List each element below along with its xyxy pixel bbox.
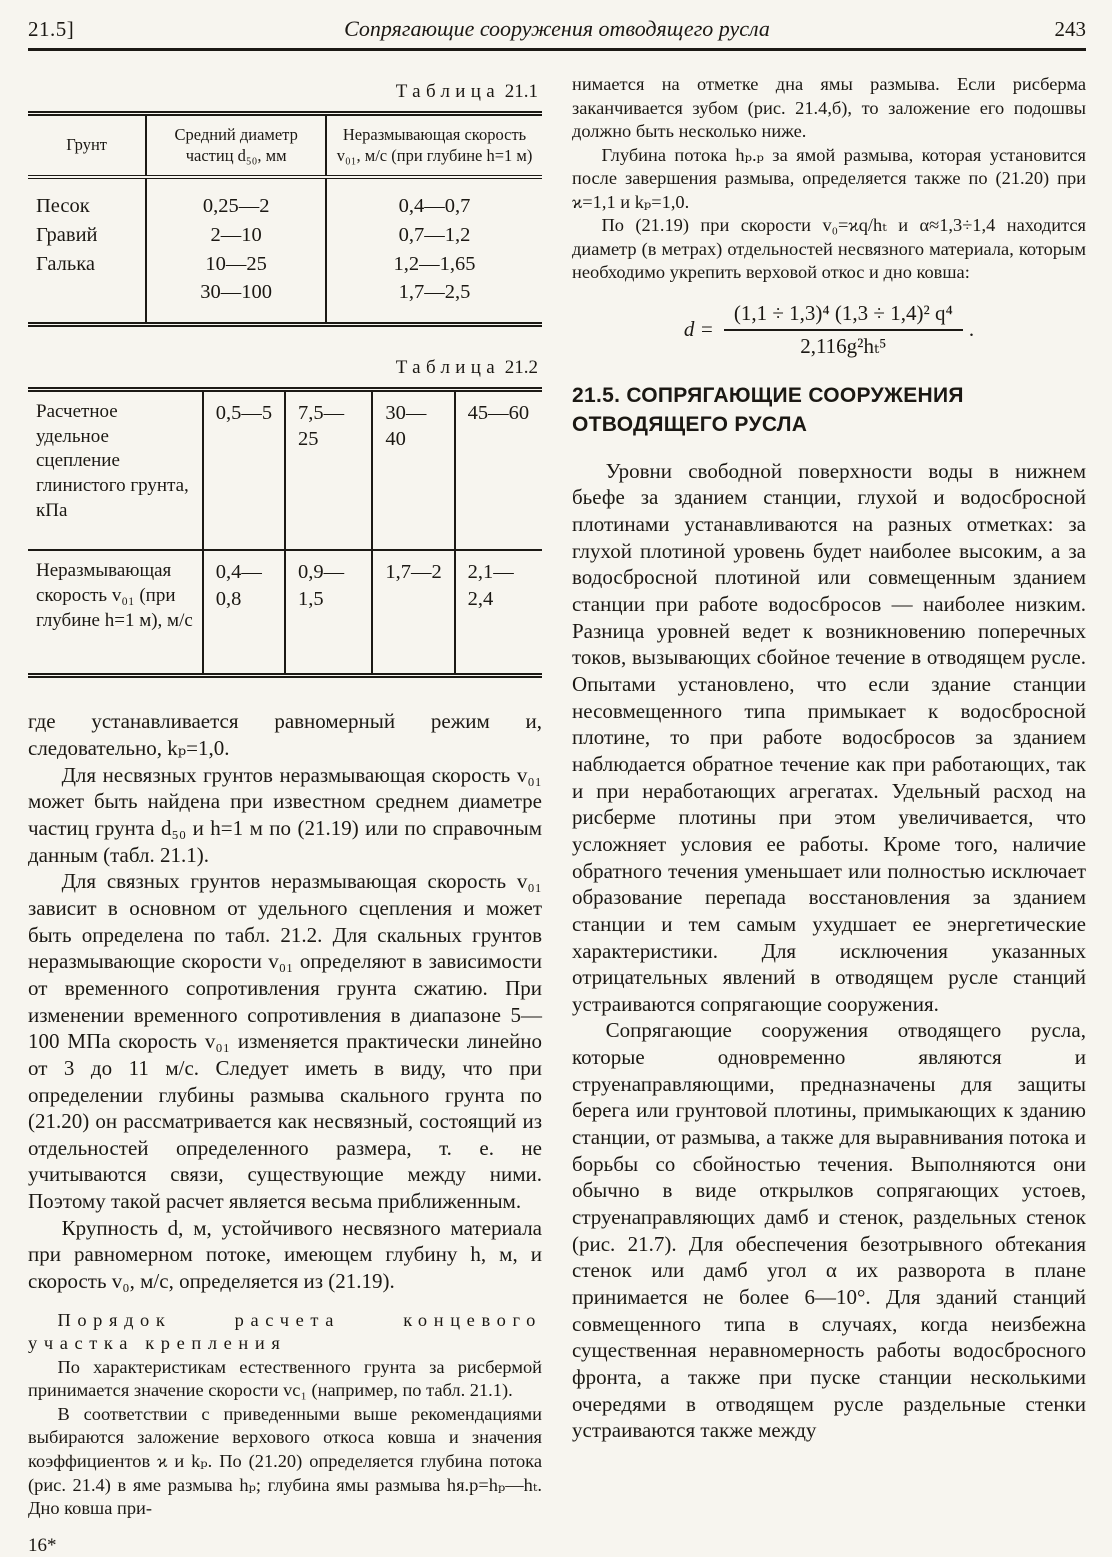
table-cell: Галька	[28, 250, 146, 279]
small-print-paragraph: По характеристикам естественного грунта за рисбермой принимается значение скорости vс₁ (например, по табл. 21.1).	[28, 1356, 542, 1401]
table-row	[28, 278, 542, 324]
left-column	[28, 73, 542, 1557]
table-caption-number: 21.2	[504, 356, 538, 378]
equation-lhs: d =	[683, 317, 714, 342]
table-cell: 0,5—5	[203, 389, 285, 550]
table-21-1	[28, 111, 542, 327]
table-cell: 1,7—2	[372, 550, 454, 676]
equation-numerator: (1,1 ÷ 1,3)⁴ (1,3 ÷ 1,4)² q⁴	[724, 301, 963, 331]
table-caption-word: Таблица	[395, 81, 500, 102]
two-column-layout	[28, 73, 1086, 1557]
table-cell: 0,4—0,8	[203, 550, 285, 676]
small-print-heading: Порядок расчета концевого участка крепления	[28, 1309, 542, 1354]
table-21-2-caption	[28, 357, 538, 379]
table-cell: 30—40	[372, 389, 454, 550]
table-cell: 1,2—1,65	[393, 252, 476, 275]
table-cell: 2,1—2,4	[467, 561, 514, 610]
equation-denominator: 2,116g²hₜ⁵	[800, 333, 887, 358]
body-paragraph: Для связных грунтов неразмывающая скорость v₀₁ зависит в основном от удельного сцепления и может быть определена по табл. 21.2. Для скальных грунтов неразмывающие скорости v₀₁ определяют в зависимости от временного сопротивления грунта сжатию. При изменении временного сопротивления в диапазоне 5—100 МПа скорость v₀₁ изменяется практически линейно от 3 до 11 м/с. Следует иметь в виду, что при определении глубины размыва скального грунта по (21.20) он рассматривается как несвязный, состоящий из отдельностей определенного размера, т. е. не учитываются связи, существующие между ними. Поэтому такой расчет является весьма приближенным.	[28, 869, 542, 1214]
column-header-velocity: Неразмывающая скорость v₀₁, м/с (при глубине h=1 м)	[326, 114, 542, 178]
table-cell: Гравий	[28, 221, 146, 250]
header-rule	[28, 48, 1086, 51]
body-paragraph: Крупность d, м, устойчивого несвязного материала при равномерном потоке, имеющем глубину h, м, и скорость v₀, м/с, определяется из (21.19).	[28, 1215, 542, 1294]
small-print-paragraph: нимается на отметке дна ямы размыва. Если рисберма заканчивается зубом (рис. 21.4,б), то заложение его подошвы должно быть несколько ниже.	[572, 74, 1086, 142]
table-row	[28, 221, 542, 250]
table-cell	[28, 278, 146, 324]
table-cell: 30—100	[146, 278, 326, 324]
equation-diameter	[572, 301, 1086, 359]
table-cell: 0,7—1,2	[398, 223, 471, 246]
table-row	[28, 177, 542, 221]
table-row	[28, 250, 542, 279]
page-number: 243	[1054, 17, 1086, 41]
row-label: Расчетное удельное сцепление глинистого грунта, кПа	[28, 389, 203, 550]
table-cell: 0,25—2	[146, 177, 326, 221]
section-marker: 21.5]	[28, 17, 75, 41]
table-cell: 1,7—2,5	[398, 281, 471, 304]
row-label: Неразмывающая скорость v₀₁ (при глубине h=1 м), м/с	[28, 550, 203, 676]
table-header-row	[28, 114, 542, 178]
table-cell: 45—60	[455, 389, 542, 550]
equation-period: .	[968, 317, 975, 342]
body-paragraph: где устанавливается равномерный режим и, следовательно, kₚ=1,0.	[28, 709, 542, 760]
body-paragraph: Уровни свободной поверхности воды в нижнем бьефе за зданием станции, глухой и водосбросной плотинами устанавливаются на разных отметках: за глухой плотиной уровень будет наиболее высоким, а за водосбросной плотиной или совмещенным зданием станции при работе водосбросов — наиболее низким. Разница уровней ведет к возникновению поперечных токов, вызывающих сбойное течение в отводящем русле. Опытами установлено, что если здание станции несовмещенного типа примыкает к водосбросной плотине, то при работе водосбросов за зданием наблюдается обратное течение как при работающих, так и при неработающих агрегатах. Удельный расход на рисберме плотины при этом увеличивается, что усложняет условия ее работы. Кроме того, наличие обратного течения уменьшает или полностью исключает образование перепада восстановления за зданием станции и тем самым ухудшает ее энергетические характеристики. Для исключения указанных отрицательных явлений в отводящем русле станций устраиваются сопрягающие сооружения.	[572, 458, 1086, 1016]
signature-mark: 16*	[28, 1534, 57, 1556]
column-header-diameter: Средний диаметр частиц d₅₀, мм	[146, 114, 326, 178]
small-print-paragraph: Глубина потока hₚ.ₚ за ямой размыва, которая установится после завершения размыва, определяется также по (21.20) при ϰ=1,1 и kₚ=1,0.	[572, 144, 1086, 212]
right-column	[572, 73, 1086, 1557]
small-print-paragraph: По (21.19) при скорости v₀=ϰq/hₜ и α≈1,3÷1,4 находится диаметр (в метрах) отдельностей несвязного материала, которым необходимо укрепить верховой откос и дно ковша:	[572, 215, 1086, 283]
table-cell: 10—25	[146, 250, 326, 279]
table-row	[28, 389, 542, 550]
small-print-paragraph: В соответствии с приведенными выше рекомендациями выбираются заложение верхового откоса ковша и значения коэффициентов ϰ и kₚ. По (21.20) определяется глубина потока (рис. 21.4) в яме размыва hₚ; глубина ямы размыва hя.р=hₚ—hₜ. Дно ковша при-	[28, 1403, 542, 1519]
table-cell: Песок	[28, 177, 146, 221]
table-cell: 0,4—0,7	[398, 195, 471, 218]
table-row	[28, 550, 542, 676]
section-heading: 21.5. СОПРЯГАЮЩИЕ СООРУЖЕНИЯ ОТВОДЯЩЕГО РУСЛА	[572, 383, 964, 437]
table-caption-number: 21.1	[504, 81, 538, 102]
table-cell: 7,5—25	[285, 389, 372, 550]
table-21-1-caption	[28, 81, 538, 103]
running-title: Сопрягающие сооружения отводящего русла	[344, 16, 770, 41]
equation-fraction	[724, 301, 963, 359]
running-head	[28, 16, 1086, 42]
table-cell: 2—10	[146, 221, 326, 250]
body-paragraph: Сопрягающие сооружения отводящего русла, которые одновременно являются и струенаправляющими, предназначены для защиты берега или грунтовой плотины, примыкающих к зданию станции, от размыва, а также для выравнивания потока и борьбы со сбойностью течения. Выполняются они обычно в виде открылков сопрягающих устоев, струенаправляющих дамб и стенок, раздельных стенок (рис. 21.7). Для обеспечения безотрывного обтекания стенок или дамб угол α их разворота в плане принимается не более 6—10°. Для зданий станций совмещенного типа в случаях, когда неизбежна существенная неравномерность работы водосбросного фронта, а также при пуске станции несколькими очередями в отводящем русле раздельные стенки устраиваются также между	[572, 1018, 1086, 1443]
body-paragraph: Для несвязных грунтов неразмывающая скорость v₀₁ может быть найдена при известном среднем диаметре частиц грунта d₅₀ и h=1 м по (21.19) или по справочным данным (табл. 21.1).	[28, 762, 542, 867]
table-caption-word: Таблица	[395, 356, 500, 378]
column-header-soil: Грунт	[28, 114, 146, 178]
table-cell: 0,9—1,5	[285, 550, 372, 676]
table-21-2	[28, 387, 542, 679]
